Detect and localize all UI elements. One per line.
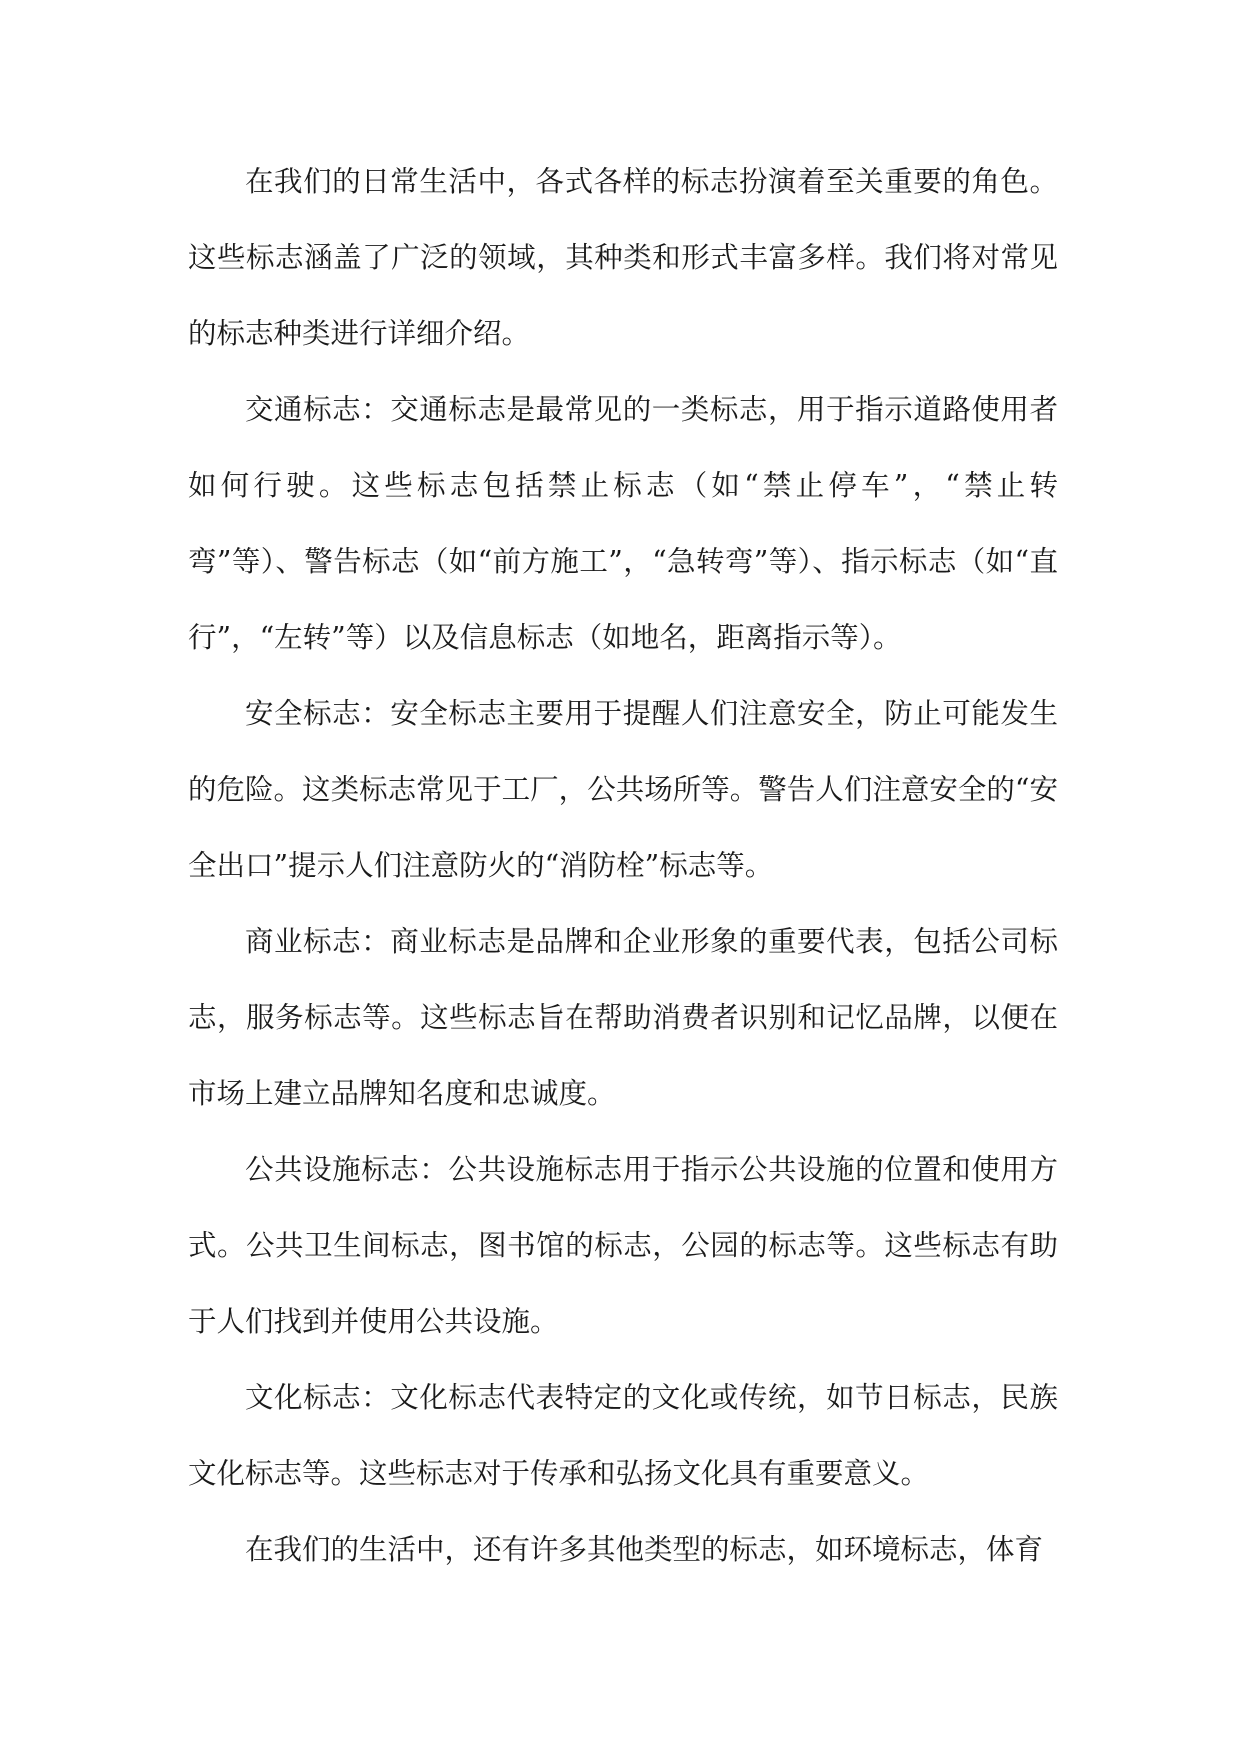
paragraph-public-facility-signs: 公共设施标志：公共设施标志用于指示公共设施的位置和使用方式。公共卫生间标志，图书馆的标志，公园的标志等。这些标志有助于人们找到并使用公共设施。 [188, 1153, 1058, 1338]
paragraph-other-signs: 在我们的生活中，还有许多其他类型的标志，如环境标志，体育 [245, 1533, 1044, 1566]
paragraph-cultural-signs: 文化标志：文化标志代表特定的文化或传统，如节日标志，民族文化标志等。这些标志对于传承和弘扬文化具有重要意义。 [188, 1381, 1058, 1490]
paragraph-commercial-signs: 商业标志：商业标志是品牌和企业形象的重要代表，包括公司标志，服务标志等。这些标志旨在帮助消费者识别和记忆品牌，以便在市场上建立品牌知名度和忠诚度。 [188, 925, 1058, 1110]
document-body [188, 144, 1058, 1588]
paragraph-intro: 在我们的日常生活中，各式各样的标志扮演着至关重要的角色。这些标志涵盖了广泛的领域，其种类和形式丰富多样。我们将对常见的标志种类进行详细介绍。 [188, 165, 1058, 350]
paragraph-traffic-signs: 交通标志：交通标志是最常见的一类标志，用于指示道路使用者如何行驶。这些标志包括禁止标志（如“禁止停车”，“禁止转弯”等）、警告标志（如“前方施工”，“急转弯”等）、指示标志（如“直行”，“左转”等）以及信息标志（如地名，距离指示等）。 [188, 393, 1058, 654]
paragraph-safety-signs: 安全标志：安全标志主要用于提醒人们注意安全，防止可能发生的危险。这类标志常见于工厂，公共场所等。警告人们注意安全的“安全出口”提示人们注意防火的“消防栓”标志等。 [188, 697, 1058, 882]
